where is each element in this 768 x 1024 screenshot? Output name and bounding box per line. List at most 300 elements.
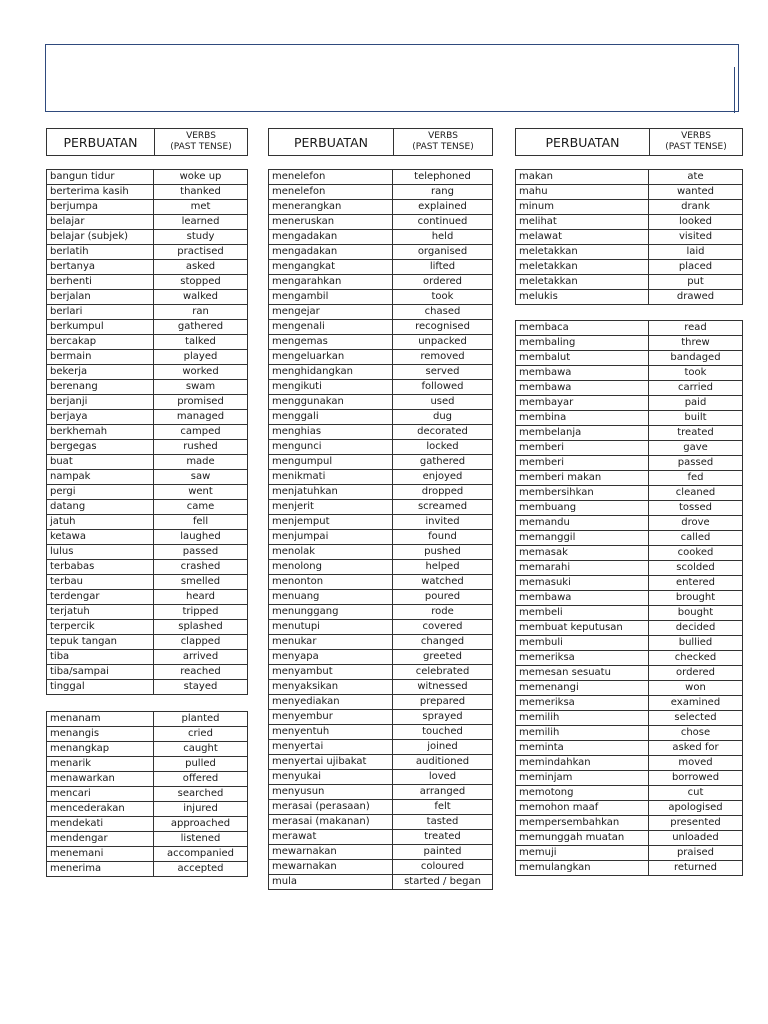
- malay-word: merasai (perasaan): [269, 800, 393, 815]
- malay-word: berlatih: [47, 245, 154, 260]
- english-past-tense: painted: [393, 845, 493, 860]
- malay-word: berjumpa: [47, 200, 154, 215]
- table-row: [47, 350, 248, 365]
- table-row: [269, 740, 493, 755]
- english-past-tense: offered: [154, 772, 248, 787]
- english-past-tense: pulled: [154, 757, 248, 772]
- english-past-tense: passed: [649, 456, 743, 471]
- table-row: [47, 335, 248, 350]
- table-row: [269, 275, 493, 290]
- table-row: [516, 756, 743, 771]
- table-row: [516, 336, 743, 351]
- english-past-tense: met: [154, 200, 248, 215]
- english-past-tense: watched: [393, 575, 493, 590]
- malay-word: minum: [516, 200, 649, 215]
- english-past-tense: chose: [649, 726, 743, 741]
- english-past-tense: searched: [154, 787, 248, 802]
- malay-word: mengarahkan: [269, 275, 393, 290]
- malay-word: membayar: [516, 396, 649, 411]
- malay-word: menyertai ujibakat: [269, 755, 393, 770]
- english-past-tense: sprayed: [393, 710, 493, 725]
- table-row: [516, 681, 743, 696]
- english-past-tense: splashed: [154, 620, 248, 635]
- english-past-tense: gathered: [154, 320, 248, 335]
- english-past-tense: made: [154, 455, 248, 470]
- english-past-tense: listened: [154, 832, 248, 847]
- column-header: [515, 128, 743, 156]
- table-row: [47, 590, 248, 605]
- malay-word: mengeluarkan: [269, 350, 393, 365]
- english-past-tense: unloaded: [649, 831, 743, 846]
- table-row: [47, 395, 248, 410]
- malay-word: menonton: [269, 575, 393, 590]
- table-row: [47, 440, 248, 455]
- english-past-tense: drawed: [649, 290, 743, 305]
- malay-word: mencari: [47, 787, 154, 802]
- english-past-tense: took: [393, 290, 493, 305]
- table-row: [47, 832, 248, 847]
- malay-word: berjaya: [47, 410, 154, 425]
- english-past-tense: drove: [649, 516, 743, 531]
- malay-word: membawa: [516, 591, 649, 606]
- english-past-tense: laid: [649, 245, 743, 260]
- table-row: [516, 471, 743, 486]
- table-row: [516, 170, 743, 185]
- english-past-tense: heard: [154, 590, 248, 605]
- malay-word: menelefon: [269, 170, 393, 185]
- english-past-tense: won: [649, 681, 743, 696]
- english-past-tense: decided: [649, 621, 743, 636]
- table-row: [269, 545, 493, 560]
- malay-word: makan: [516, 170, 649, 185]
- malay-word: menggunakan: [269, 395, 393, 410]
- english-past-tense: put: [649, 275, 743, 290]
- table-row: [516, 801, 743, 816]
- table-row: [516, 741, 743, 756]
- malay-word: mengunci: [269, 440, 393, 455]
- english-past-tense: greeted: [393, 650, 493, 665]
- malay-word: menyusun: [269, 785, 393, 800]
- english-past-tense: called: [649, 531, 743, 546]
- malay-word: memilih: [516, 726, 649, 741]
- english-past-tense: brought: [649, 591, 743, 606]
- english-past-tense: reached: [154, 665, 248, 680]
- table-row: [269, 680, 493, 695]
- malay-word: menjatuhkan: [269, 485, 393, 500]
- table-row: [47, 620, 248, 635]
- english-past-tense: invited: [393, 515, 493, 530]
- malay-word: menerangkan: [269, 200, 393, 215]
- malay-word: melukis: [516, 290, 649, 305]
- table-row: [269, 650, 493, 665]
- table-row: [516, 816, 743, 831]
- malay-word: menikmati: [269, 470, 393, 485]
- english-past-tense: cooked: [649, 546, 743, 561]
- table-row: [516, 245, 743, 260]
- english-past-tense: scolded: [649, 561, 743, 576]
- table-row: [516, 426, 743, 441]
- english-past-tense: worked: [154, 365, 248, 380]
- malay-word: jatuh: [47, 515, 154, 530]
- table-row: [516, 260, 743, 275]
- english-past-tense: rang: [393, 185, 493, 200]
- malay-word: menggali: [269, 410, 393, 425]
- english-past-tense: examined: [649, 696, 743, 711]
- malay-word: menutupi: [269, 620, 393, 635]
- table-row: [269, 290, 493, 305]
- malay-word: membalut: [516, 351, 649, 366]
- english-past-tense: covered: [393, 620, 493, 635]
- table-row: [47, 500, 248, 515]
- verb-table: [46, 169, 248, 695]
- table-row: [269, 335, 493, 350]
- malay-word: pergi: [47, 485, 154, 500]
- english-past-tense: read: [649, 321, 743, 336]
- table-row: [516, 636, 743, 651]
- table-row: [516, 861, 743, 876]
- english-past-tense: treated: [393, 830, 493, 845]
- malay-word: membuang: [516, 501, 649, 516]
- table-row: [516, 711, 743, 726]
- english-past-tense: selected: [649, 711, 743, 726]
- english-past-tense: rode: [393, 605, 493, 620]
- english-past-tense: used: [393, 395, 493, 410]
- english-past-tense: screamed: [393, 500, 493, 515]
- malay-word: menyaksikan: [269, 680, 393, 695]
- malay-word: nampak: [47, 470, 154, 485]
- table-row: [269, 185, 493, 200]
- malay-word: menangis: [47, 727, 154, 742]
- table-row: [269, 770, 493, 785]
- english-past-tense: threw: [649, 336, 743, 351]
- malay-word: datang: [47, 500, 154, 515]
- table-row: [47, 515, 248, 530]
- table-row: [269, 620, 493, 635]
- malay-word: meletakkan: [516, 275, 649, 290]
- table-row: [516, 546, 743, 561]
- malay-word: buat: [47, 455, 154, 470]
- malay-word: menunggang: [269, 605, 393, 620]
- malay-word: berlari: [47, 305, 154, 320]
- table-row: [47, 680, 248, 695]
- english-past-tense: treated: [649, 426, 743, 441]
- malay-word: mewarnakan: [269, 845, 393, 860]
- malay-word: memberi makan: [516, 471, 649, 486]
- table-row: [47, 772, 248, 787]
- english-past-tense: accompanied: [154, 847, 248, 862]
- malay-word: terjatuh: [47, 605, 154, 620]
- english-past-tense: helped: [393, 560, 493, 575]
- english-past-tense: loved: [393, 770, 493, 785]
- table-row: [47, 290, 248, 305]
- table-row: [269, 500, 493, 515]
- malay-word: membuli: [516, 636, 649, 651]
- table-row: [269, 260, 493, 275]
- table-row: [269, 845, 493, 860]
- malay-word: bertanya: [47, 260, 154, 275]
- english-past-tense: enjoyed: [393, 470, 493, 485]
- english-past-tense: fell: [154, 515, 248, 530]
- column-header: [268, 128, 493, 156]
- english-past-tense: injured: [154, 802, 248, 817]
- malay-word: belajar (subjek): [47, 230, 154, 245]
- table-row: [47, 802, 248, 817]
- table-row: [516, 576, 743, 591]
- english-past-tense: placed: [649, 260, 743, 275]
- malay-word: menangkap: [47, 742, 154, 757]
- table-row: [269, 440, 493, 455]
- english-past-tense: swam: [154, 380, 248, 395]
- english-past-tense: entered: [649, 576, 743, 591]
- english-past-tense: dropped: [393, 485, 493, 500]
- table-row: [47, 862, 248, 877]
- table-row: [269, 800, 493, 815]
- malay-word: bermain: [47, 350, 154, 365]
- malay-word: memuji: [516, 846, 649, 861]
- malay-word: berjalan: [47, 290, 154, 305]
- table-row: [269, 560, 493, 575]
- header-verbs: VERBS (PAST TENSE): [170, 131, 232, 152]
- english-past-tense: gave: [649, 441, 743, 456]
- english-past-tense: ate: [649, 170, 743, 185]
- malay-word: membersihkan: [516, 486, 649, 501]
- english-past-tense: unpacked: [393, 335, 493, 350]
- table-row: [47, 185, 248, 200]
- english-past-tense: went: [154, 485, 248, 500]
- english-past-tense: celebrated: [393, 665, 493, 680]
- english-past-tense: stayed: [154, 680, 248, 695]
- english-past-tense: lifted: [393, 260, 493, 275]
- table-row: [516, 606, 743, 621]
- title-box-edge: [734, 67, 739, 113]
- table-row: [516, 366, 743, 381]
- table-row: [516, 591, 743, 606]
- malay-word: berenang: [47, 380, 154, 395]
- english-past-tense: passed: [154, 545, 248, 560]
- malay-word: memilih: [516, 711, 649, 726]
- english-past-tense: learned: [154, 215, 248, 230]
- table-row: [516, 351, 743, 366]
- malay-word: menghias: [269, 425, 393, 440]
- english-past-tense: tossed: [649, 501, 743, 516]
- malay-word: memanggil: [516, 531, 649, 546]
- table-row: [516, 531, 743, 546]
- malay-word: membaling: [516, 336, 649, 351]
- english-past-tense: accepted: [154, 862, 248, 877]
- table-row: [516, 456, 743, 471]
- table-row: [269, 485, 493, 500]
- malay-word: mahu: [516, 185, 649, 200]
- table-row: [516, 441, 743, 456]
- table-row: [269, 170, 493, 185]
- english-past-tense: chased: [393, 305, 493, 320]
- english-past-tense: planted: [154, 712, 248, 727]
- table-row: [269, 830, 493, 845]
- table-row: [47, 727, 248, 742]
- table-row: [516, 486, 743, 501]
- table-row: [516, 215, 743, 230]
- malay-word: belajar: [47, 215, 154, 230]
- table-row: [516, 726, 743, 741]
- table-row: [269, 365, 493, 380]
- table-row: [516, 411, 743, 426]
- malay-word: mempersembahkan: [516, 816, 649, 831]
- english-past-tense: apologised: [649, 801, 743, 816]
- malay-word: menyembur: [269, 710, 393, 725]
- table-row: [269, 605, 493, 620]
- table-row: [47, 380, 248, 395]
- english-past-tense: saw: [154, 470, 248, 485]
- table-row: [269, 815, 493, 830]
- table-row: [516, 846, 743, 861]
- table-row: [47, 365, 248, 380]
- table-row: [47, 215, 248, 230]
- header-perbuatan: PERBUATAN: [516, 129, 650, 155]
- malay-word: menukar: [269, 635, 393, 650]
- table-row: [47, 635, 248, 650]
- english-past-tense: coloured: [393, 860, 493, 875]
- english-past-tense: bullied: [649, 636, 743, 651]
- english-past-tense: cut: [649, 786, 743, 801]
- malay-word: membina: [516, 411, 649, 426]
- malay-word: memenangi: [516, 681, 649, 696]
- malay-word: terpercik: [47, 620, 154, 635]
- malay-word: menjerit: [269, 500, 393, 515]
- table-row: [516, 501, 743, 516]
- malay-word: mendekati: [47, 817, 154, 832]
- table-row: [47, 650, 248, 665]
- english-past-tense: bandaged: [649, 351, 743, 366]
- malay-word: menolong: [269, 560, 393, 575]
- malay-word: memulangkan: [516, 861, 649, 876]
- title-box: [45, 44, 739, 112]
- malay-word: merawat: [269, 830, 393, 845]
- malay-word: melihat: [516, 215, 649, 230]
- table-row: [47, 170, 248, 185]
- english-past-tense: came: [154, 500, 248, 515]
- english-past-tense: stopped: [154, 275, 248, 290]
- english-past-tense: cried: [154, 727, 248, 742]
- malay-word: menarik: [47, 757, 154, 772]
- english-past-tense: walked: [154, 290, 248, 305]
- table-row: [47, 470, 248, 485]
- malay-word: memotong: [516, 786, 649, 801]
- english-past-tense: tasted: [393, 815, 493, 830]
- table-row: [47, 455, 248, 470]
- table-row: [47, 817, 248, 832]
- malay-word: menyentuh: [269, 725, 393, 740]
- table-row: [47, 245, 248, 260]
- malay-word: mengemas: [269, 335, 393, 350]
- table-row: [516, 381, 743, 396]
- malay-word: mengumpul: [269, 455, 393, 470]
- table-row: [47, 712, 248, 727]
- malay-word: berterima kasih: [47, 185, 154, 200]
- english-past-tense: built: [649, 411, 743, 426]
- english-past-tense: managed: [154, 410, 248, 425]
- malay-word: mewarnakan: [269, 860, 393, 875]
- table-row: [269, 515, 493, 530]
- english-past-tense: poured: [393, 590, 493, 605]
- malay-word: menemani: [47, 847, 154, 862]
- malay-word: meletakkan: [516, 260, 649, 275]
- malay-word: mengejar: [269, 305, 393, 320]
- table-row: [269, 575, 493, 590]
- malay-word: terdengar: [47, 590, 154, 605]
- english-past-tense: laughed: [154, 530, 248, 545]
- verb-table: [515, 169, 743, 305]
- table-row: [269, 410, 493, 425]
- table-row: [47, 485, 248, 500]
- malay-word: menyukai: [269, 770, 393, 785]
- malay-word: memberi: [516, 456, 649, 471]
- english-past-tense: ran: [154, 305, 248, 320]
- malay-word: memunggah muatan: [516, 831, 649, 846]
- table-row: [269, 470, 493, 485]
- english-past-tense: carried: [649, 381, 743, 396]
- header-verbs: VERBS (PAST TENSE): [412, 131, 474, 152]
- malay-word: memasuki: [516, 576, 649, 591]
- english-past-tense: visited: [649, 230, 743, 245]
- english-past-tense: ordered: [393, 275, 493, 290]
- malay-word: memindahkan: [516, 756, 649, 771]
- table-row: [47, 560, 248, 575]
- verb-table: [268, 169, 493, 890]
- header-verbs: VERBS (PAST TENSE): [665, 131, 727, 152]
- table-row: [516, 666, 743, 681]
- malay-word: mengangkat: [269, 260, 393, 275]
- malay-word: tinggal: [47, 680, 154, 695]
- header-perbuatan: PERBUATAN: [269, 129, 394, 155]
- english-past-tense: cleaned: [649, 486, 743, 501]
- table-row: [269, 245, 493, 260]
- english-past-tense: organised: [393, 245, 493, 260]
- malay-word: membuat keputusan: [516, 621, 649, 636]
- malay-word: ketawa: [47, 530, 154, 545]
- table-row: [47, 545, 248, 560]
- table-row: [269, 860, 493, 875]
- malay-word: membawa: [516, 381, 649, 396]
- malay-word: menyertai: [269, 740, 393, 755]
- table-row: [269, 635, 493, 650]
- table-row: [47, 320, 248, 335]
- malay-word: memandu: [516, 516, 649, 531]
- malay-word: mencederakan: [47, 802, 154, 817]
- malay-word: mengenali: [269, 320, 393, 335]
- table-row: [269, 590, 493, 605]
- english-past-tense: presented: [649, 816, 743, 831]
- english-past-tense: followed: [393, 380, 493, 395]
- english-past-tense: returned: [649, 861, 743, 876]
- malay-word: bercakap: [47, 335, 154, 350]
- table-row: [269, 455, 493, 470]
- table-row: [516, 185, 743, 200]
- english-past-tense: fed: [649, 471, 743, 486]
- malay-word: meminjam: [516, 771, 649, 786]
- table-row: [47, 230, 248, 245]
- english-past-tense: found: [393, 530, 493, 545]
- english-past-tense: felt: [393, 800, 493, 815]
- english-past-tense: borrowed: [649, 771, 743, 786]
- english-past-tense: started / began: [393, 875, 493, 890]
- table-row: [516, 561, 743, 576]
- english-past-tense: talked: [154, 335, 248, 350]
- english-past-tense: held: [393, 230, 493, 245]
- english-past-tense: ordered: [649, 666, 743, 681]
- english-past-tense: locked: [393, 440, 493, 455]
- malay-word: mengikuti: [269, 380, 393, 395]
- english-past-tense: arrived: [154, 650, 248, 665]
